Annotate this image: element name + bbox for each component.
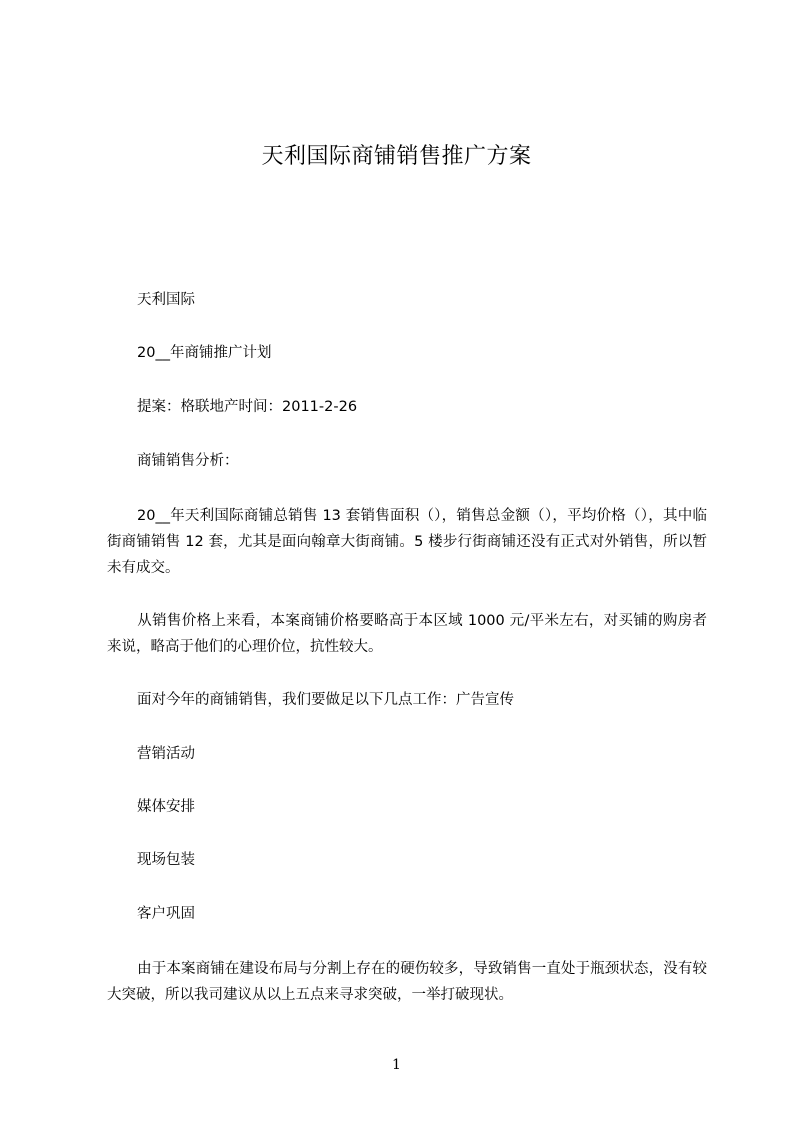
paragraph-price-analysis bbox=[107, 608, 707, 660]
plan-line: 20__年商铺推广计划 bbox=[137, 345, 272, 361]
work-item: 现场包装 bbox=[137, 852, 195, 868]
work-item: 营销活动 bbox=[137, 746, 195, 762]
paragraph-conclusion bbox=[107, 956, 707, 1008]
proposal-line: 提案：格联地产时间：2011-2-26 bbox=[137, 399, 358, 415]
document-title: 天利国际商铺销售推广方案 bbox=[261, 144, 532, 169]
company-line: 天利国际 bbox=[137, 292, 195, 308]
paragraph-text: 从销售价格上来看，本案商铺价格要略高于本区域 1000 元/平米左右，对买铺的购房者来说，略高于他们的心理价位，抗性较大。 bbox=[107, 613, 707, 655]
work-item: 客户巩固 bbox=[137, 906, 195, 922]
analysis-heading: 商铺销售分析： bbox=[137, 453, 239, 469]
work-item: 媒体安排 bbox=[137, 799, 195, 815]
page-number: 1 bbox=[392, 1057, 401, 1073]
work-intro-line: 面对今年的商铺销售，我们要做足以下几点工作：广告宣传 bbox=[137, 692, 514, 708]
paragraph-sales-summary bbox=[107, 503, 707, 581]
paragraph-text: 20__年天利国际商铺总销售 13 套销售面积（），销售总金额（），平均价格（），其中临街商铺销售 12 套，尤其是面向翰章大街商铺。5 楼步行街商铺还没有正式对外销售，所以暂未有成交。 bbox=[107, 508, 707, 576]
paragraph-text: 由于本案商铺在建设布局与分割上存在的硬伤较多，导致销售一直处于瓶颈状态，没有较大突破，所以我司建议从以上五点来寻求突破，一举打破现状。 bbox=[107, 961, 707, 1003]
